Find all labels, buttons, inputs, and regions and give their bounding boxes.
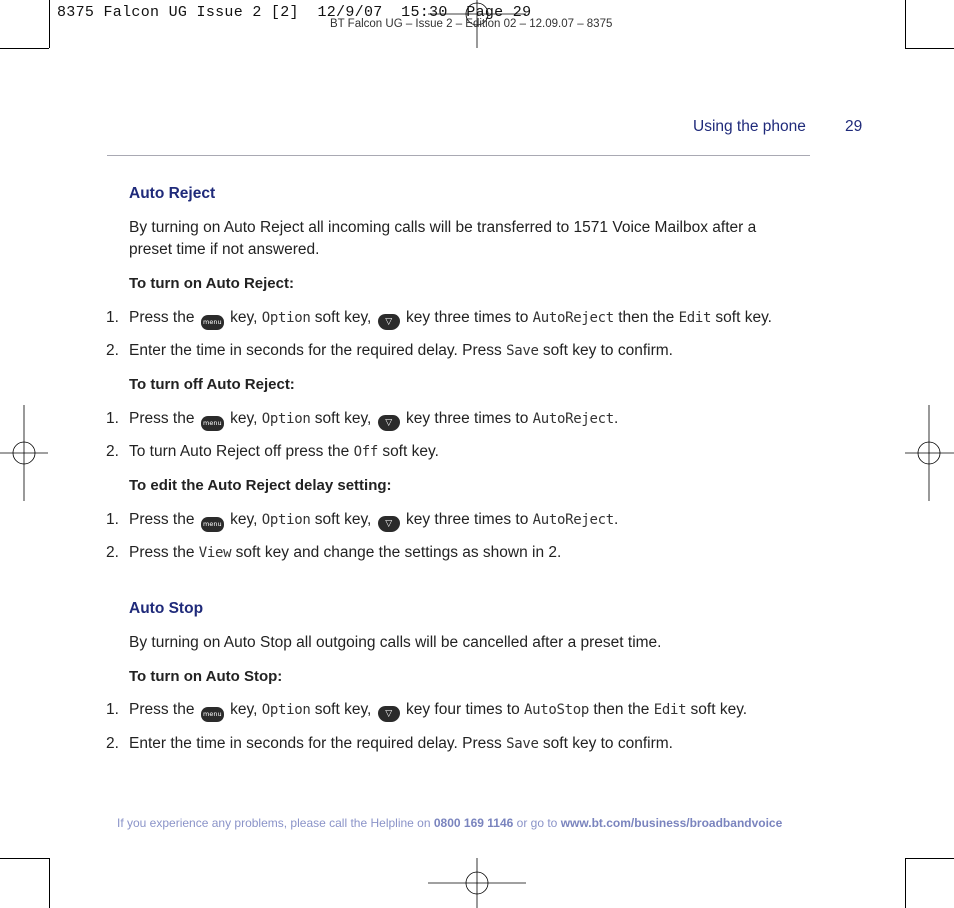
step-edit-delay-2: 2. Press the View soft key and change the settings as shown in 2. (106, 544, 562, 561)
step-turn-on-reject-2: 2. Enter the time in seconds for the required delay. Press Save soft key to confirm. (106, 342, 673, 359)
step-turn-on-stop-1: 1. Press the menu key, Option soft key, ▽ key four times to AutoStop then the Edit soft key. (106, 701, 747, 722)
print-slug: 8375 Falcon UG Issue 2 [2] 12/9/07 15:30 Page 29 (57, 4, 532, 21)
helpline-url: www.bt.com/business/broadbandvoice (560, 816, 783, 830)
auto-stop-intro: By turning on Auto Stop all outgoing calls will be cancelled after a preset time. (129, 634, 662, 651)
step-turn-on-stop-2: 2. Enter the time in seconds for the required delay. Press Save soft key to confirm. (106, 735, 673, 752)
menu-key-icon: menu (201, 315, 224, 330)
subheading-turn-on-auto-stop: To turn on Auto Stop: (129, 668, 283, 685)
step-turn-off-reject-2: 2. To turn Auto Reject off press the Off soft key. (106, 443, 439, 460)
nav-down-key-icon: ▽ (378, 314, 400, 330)
subheading-turn-on-auto-reject: To turn on Auto Reject: (129, 275, 294, 292)
step-turn-on-reject-1: 1. Press the menu key, Option soft key, ▽ key three times to AutoReject then the Edit soft key. (106, 309, 772, 330)
nav-down-key-icon: ▽ (378, 706, 400, 722)
print-slug-secondary: BT Falcon UG – Issue 2 – Edition 02 – 12.09.07 – 8375 (330, 18, 613, 30)
section-title-auto-stop: Auto Stop (129, 600, 204, 617)
menu-key-icon: menu (201, 517, 224, 532)
menu-key-icon: menu (201, 416, 224, 431)
subheading-turn-off-auto-reject: To turn off Auto Reject: (129, 376, 295, 393)
nav-down-key-icon: ▽ (378, 516, 400, 532)
nav-down-key-icon: ▽ (378, 415, 400, 431)
section-title-auto-reject: Auto Reject (129, 185, 216, 202)
subheading-edit-reject-delay: To edit the Auto Reject delay setting: (129, 477, 392, 494)
helpline-phone: 0800 169 1146 (433, 816, 514, 830)
helpline-footer: If you experience any problems, please call the Helpline on 0800 169 1146 or go to www.bt.com/business/broadbandvoice (117, 816, 783, 830)
header-rule (107, 155, 810, 156)
step-turn-off-reject-1: 1. Press the menu key, Option soft key, ▽ key three times to AutoReject. (106, 410, 618, 431)
page-number: 29 (845, 118, 863, 135)
auto-reject-intro: By turning on Auto Reject all incoming calls will be transferred to 1571 Voice Mailbox after a preset time if not answered. (129, 219, 757, 258)
running-header: Using the phone (693, 118, 806, 135)
step-edit-delay-1: 1. Press the menu key, Option soft key, ▽ key three times to AutoReject. (106, 511, 618, 532)
menu-key-icon: menu (201, 707, 224, 722)
